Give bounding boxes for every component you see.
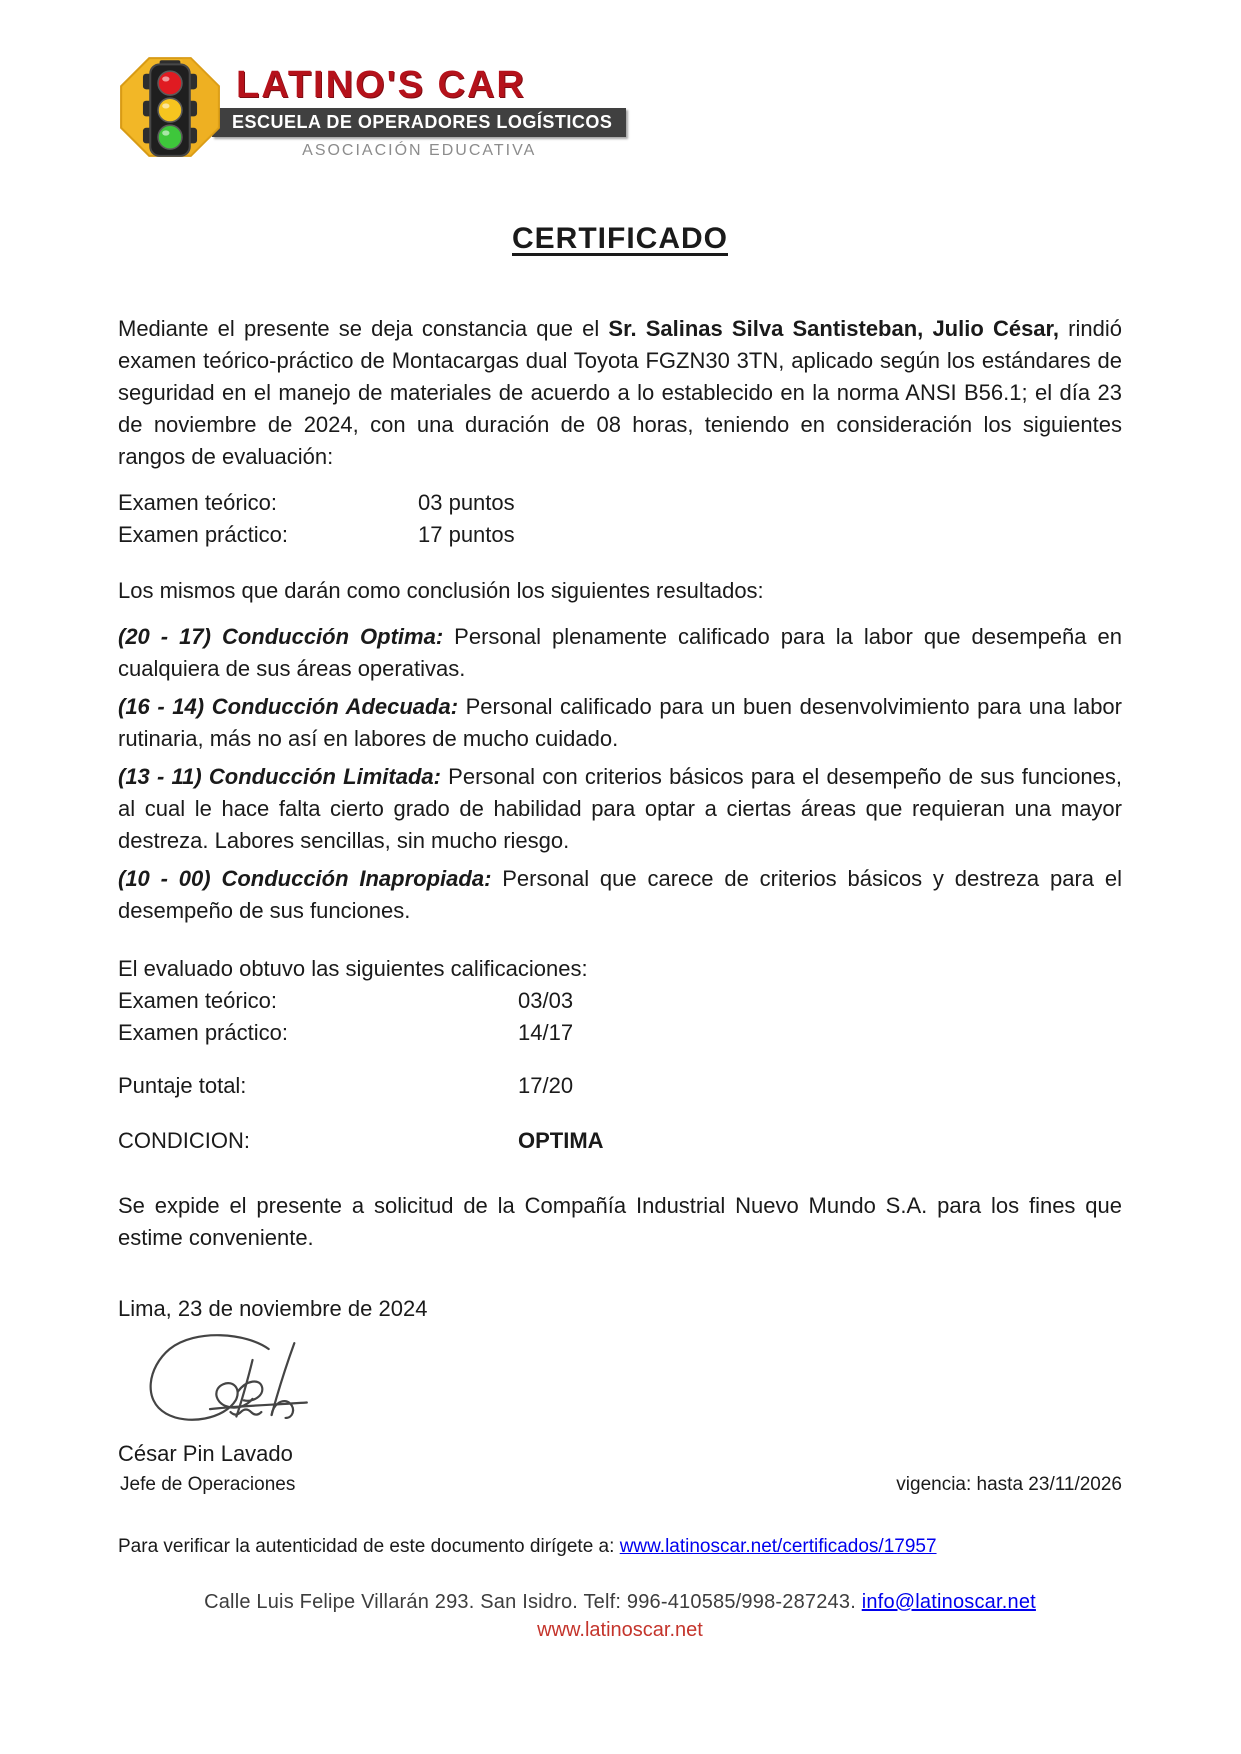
footer-website-link[interactable]: www.latinoscar.net (537, 1619, 703, 1641)
intro-text-2: rindió examen teórico-práctico de Montacargas dual Toyota FGZN30 3TN, aplicado según los estándares de seguridad en el manejo de materiales de acuerdo a lo establecido en la norma ANSI B56.1; el día 23 de noviembre de 2024, con una duración de 08 horas, teniendo en consideración los siguientes rangos de evaluación: (118, 316, 1122, 469)
condition-limitada-range: (13 - 11) Conducción Limitada: (118, 764, 441, 789)
footer-address-line (118, 1588, 1122, 1616)
logo-banner: ESCUELA DE OPERADORES LOGÍSTICOS (212, 108, 626, 137)
logo-text-block (212, 55, 626, 160)
logo-tagline: ASOCIACIÓN EDUCATIVA (302, 142, 537, 159)
logo-brand-name: LATINO'S CAR (236, 64, 526, 106)
logo (118, 55, 1122, 165)
signature-image (114, 1327, 350, 1437)
verification-line (118, 1534, 1122, 1560)
condition-result-label: CONDICION: (118, 1128, 250, 1153)
intro-text-1: Mediante el presente se deja constancia que el (118, 316, 609, 341)
table-row (118, 985, 1122, 1017)
table-row (118, 1017, 1122, 1049)
condition-optima-range: (20 - 17) Conducción Optima: (118, 624, 444, 649)
signer-name: César Pin Lavado (118, 1441, 293, 1466)
score-practice-label: Examen práctico: (118, 1020, 288, 1045)
total-score-row (118, 1070, 1122, 1102)
issue-paragraph: Se expide el presente a solicitud de la Compañía Industrial Nuevo Mundo S.A. para los fines que estime conveniente. (118, 1193, 1122, 1250)
exam-theory-points: 03 puntos (418, 490, 515, 515)
footer (118, 1588, 1122, 1644)
total-score-value: 17/20 (518, 1073, 574, 1098)
footer-website-line (118, 1616, 1122, 1644)
page-title: CERTIFICADO (512, 222, 728, 255)
intro-paragraph (118, 313, 1122, 473)
condition-result-value: OPTIMA (518, 1128, 604, 1153)
footer-email-link[interactable]: info@latinoscar.net (861, 1591, 1036, 1613)
score-theory-label: Examen teórico: (118, 988, 277, 1013)
condition-adecuada-range: (16 - 14) Conducción Adecuada: (118, 694, 459, 719)
traffic-light-logo-icon (118, 55, 222, 159)
condition-adecuada-paragraph (118, 691, 1122, 755)
condition-optima-paragraph (118, 621, 1122, 685)
condition-inapropiada-paragraph (118, 863, 1122, 927)
exam-practice-points: 17 puntos (418, 522, 515, 547)
footer-address: Calle Luis Felipe Villarán 293. San Isidro. Telf: 996-410585/998-287243. (204, 1591, 862, 1613)
scores-block (118, 953, 1122, 1157)
verification-link[interactable]: www.latinoscar.net/certificados/17957 (619, 1536, 937, 1557)
verification-text: Para verificar la autenticidad de este documento dirígete a: (118, 1536, 620, 1557)
certificate-holder-name: Sr. Salinas Silva Santisteban, Julio César, (608, 316, 1060, 341)
table-row (118, 487, 1122, 519)
validity-text: vigencia: hasta 23/11/2026 (896, 1474, 1122, 1495)
scores-intro: El evaluado obtuvo las siguientes calificaciones: (118, 956, 588, 981)
condition-inapropiada-description: Personal que carece de criterios básicos y destreza para el desempeño de sus funciones. (118, 866, 1122, 923)
condition-optima-description: Personal plenamente calificado para la labor que desempeña en cualquiera de sus áreas operativas. (118, 624, 1122, 681)
score-theory-value: 03/03 (518, 988, 574, 1013)
condition-limitada-description: Personal con criterios básicos para el desempeño de sus funciones, al cual le hace falta cierto grado de habilidad para optar a ciertas áreas que requieran una mayor destreza. Labores sencillas, sin mucho riesgo. (118, 764, 1123, 853)
exam-points-table (118, 487, 1122, 551)
table-row (118, 519, 1122, 551)
condition-inapropiada-range: (10 - 00) Conducción Inapropiada: (118, 866, 492, 891)
condition-result-row (118, 1125, 1122, 1157)
condition-adecuada-description: Personal calificado para un buen desenvolvimiento para una labor rutinaria, más no así en labores de mucho cuidado. (118, 694, 1122, 751)
signer-row (118, 1472, 1122, 1498)
total-score-label: Puntaje total: (118, 1073, 247, 1098)
exam-practice-label: Examen práctico: (118, 522, 288, 547)
date-line: Lima, 23 de noviembre de 2024 (118, 1296, 428, 1321)
exam-theory-label: Examen teórico: (118, 490, 277, 515)
signer-title: Jefe de Operaciones (120, 1474, 296, 1495)
results-intro: Los mismos que darán como conclusión los siguientes resultados: (118, 578, 764, 603)
condition-limitada-paragraph (118, 761, 1122, 857)
score-practice-value: 14/17 (518, 1020, 574, 1045)
